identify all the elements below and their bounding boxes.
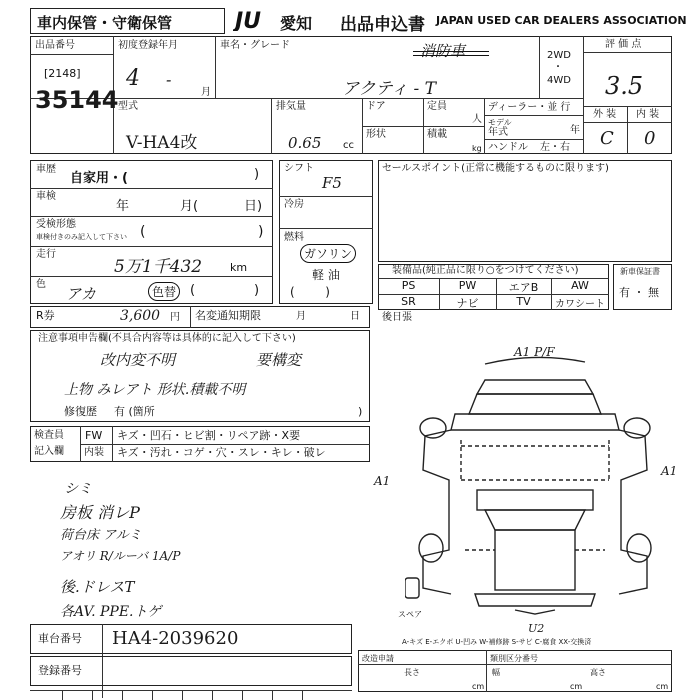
- dealer-label: ディーラー・並 行: [488, 102, 571, 113]
- car-name-struck: 消防車: [420, 42, 466, 60]
- lot-number: 35144: [35, 86, 119, 114]
- 2wd-option: 2WD: [547, 50, 571, 61]
- roof-outline: [477, 380, 593, 394]
- model-label: モデル: [488, 118, 512, 127]
- wheel-rear-right: [627, 534, 651, 562]
- width-unit: cm: [570, 682, 583, 691]
- diagram-note-left: A1: [374, 474, 391, 488]
- exterior-label: 外 装: [593, 109, 617, 120]
- color-open: (: [190, 283, 196, 298]
- color-change-option: 色替: [148, 282, 180, 301]
- notice-month: 月: [296, 311, 306, 322]
- length-unit: cm: [472, 682, 485, 691]
- equipment-label: 装備品(純正品に限り○をつけてください): [392, 265, 579, 276]
- first-registration-label: 初度登録年月: [118, 40, 178, 51]
- windshield-outline: [469, 394, 601, 414]
- history-close: ): [254, 167, 260, 182]
- cab-window-outline: [485, 510, 585, 530]
- equipment-tv: TV: [516, 295, 531, 308]
- handwritten-note-2: 房板 消レP: [60, 503, 140, 522]
- wheel-front-left: [420, 418, 446, 438]
- inspection-month: 月(: [180, 199, 199, 214]
- displacement-value: 0.65: [288, 134, 322, 152]
- spare-tire: [405, 578, 419, 598]
- equipment-sr: SR: [401, 295, 416, 308]
- diagram-note-right: A1: [661, 464, 678, 478]
- reception-label: 受検形態: [36, 219, 76, 230]
- chassis-number: HA4-2039620: [112, 628, 239, 649]
- svg-text:JU: JU: [235, 9, 262, 31]
- category-number-label: 類別区分番号: [490, 654, 538, 663]
- history-label: 車歴: [36, 164, 56, 175]
- diagram-note-top: A1 P/F: [514, 345, 555, 359]
- spare-label: スペア: [398, 610, 422, 619]
- year-label: 年式: [488, 127, 508, 138]
- km-unit: km: [230, 261, 248, 274]
- modification-label: 改造申請: [362, 654, 394, 663]
- door-label: ドア: [366, 101, 386, 112]
- first-registration-dash: -: [166, 70, 172, 89]
- fw-label: FW: [85, 429, 103, 442]
- width-label: 幅: [492, 668, 500, 677]
- handwritten-note-1: シミ: [64, 481, 92, 497]
- reception-close: ): [258, 224, 264, 240]
- inspector-label-1: 検査員: [34, 430, 64, 441]
- equipment-pw: PW: [458, 279, 477, 292]
- inspection-day: 日): [244, 199, 263, 214]
- handwritten-note-5: 後.ドレスT: [60, 578, 135, 596]
- inspection-year: 年: [116, 199, 130, 214]
- first-registration-value: 4: [126, 66, 140, 91]
- notice-day: 日: [350, 311, 360, 322]
- reception-open: (: [140, 224, 146, 240]
- wheel-rear-left: [419, 534, 443, 562]
- notice-deadline-label: 名変通知期限: [195, 309, 261, 322]
- rear-outline: [475, 594, 595, 606]
- body-shape-label: 形状: [366, 129, 386, 140]
- kg-unit: kg: [472, 144, 482, 153]
- ju-logo: [233, 9, 283, 31]
- exterior-grade: C: [600, 128, 614, 149]
- handwritten-note-4: アオリ R/ルーバ 1A/P: [60, 549, 181, 563]
- mileage-value: 5万1千432: [114, 257, 203, 277]
- person-unit: 人: [472, 114, 482, 125]
- cab-outline: [477, 490, 593, 510]
- body-left-outline: [423, 430, 451, 594]
- association-name: JAPAN USED CAR DEALERS ASSOCIATION: [436, 14, 687, 27]
- fuel-other: ( ): [290, 285, 330, 299]
- displacement-label: 排気量: [276, 101, 306, 112]
- interior-label: 内 装: [636, 109, 660, 120]
- yen-unit: 円: [170, 312, 180, 323]
- org-name: 愛知: [280, 14, 313, 33]
- notes-line-1a: 改内変不明: [100, 351, 176, 369]
- warranty-value: 有 ・ 無: [619, 286, 659, 299]
- fuel-label: 燃料: [284, 232, 304, 243]
- bed-outline: [495, 530, 575, 590]
- car-name-value: アクティ - T: [342, 79, 437, 99]
- color-label: 色: [36, 279, 46, 290]
- lot-number-label: 出品番号: [35, 40, 75, 51]
- 4wd-option: 4WD: [547, 75, 571, 86]
- chassis-label: 車台番号: [38, 632, 82, 645]
- fuel-gasoline: ガソリン: [300, 244, 356, 263]
- length-label: 長さ: [404, 668, 420, 677]
- notes-line-1b: 要構変: [256, 351, 302, 369]
- month-unit: 月: [201, 87, 211, 98]
- fuel-diesel: 軽 油: [312, 268, 340, 282]
- fw-items: キズ・凹石・ヒビ割・リペア跡・X要: [117, 429, 301, 442]
- hood-outline: [451, 414, 619, 430]
- body-right-outline: [619, 430, 647, 594]
- notes-line-2: 上物 みレアト 形状.積載不明: [64, 382, 246, 398]
- equipment-ps: PS: [401, 279, 416, 292]
- model-code-value: V-HA4改: [126, 133, 198, 153]
- score-value: 3.5: [605, 72, 644, 100]
- shift-value: F5: [322, 174, 342, 192]
- damage-arrow-bottom: [515, 610, 555, 614]
- diagram-note-bottom: U2: [528, 622, 545, 635]
- equipment-aw: AW: [571, 279, 589, 292]
- inspector-label-2: 記入欄: [34, 446, 64, 457]
- storage-note-box: [30, 8, 225, 34]
- color-value: アカ: [66, 285, 96, 303]
- height-label: 高さ: [590, 668, 606, 677]
- equipment-airbag: エアB: [508, 281, 539, 294]
- payload-label: 積載: [427, 129, 447, 140]
- height-unit: cm: [656, 682, 669, 691]
- handwritten-note-6: 各AV. PPE.トゲ: [60, 604, 162, 620]
- sales-point-box: [378, 160, 672, 262]
- notes-label: 注意事項申告欄(不具合内容等は具体的に記入して下さい): [38, 333, 296, 344]
- handle-label: ハンドル: [488, 142, 528, 153]
- recycle-value: 3,600: [120, 308, 161, 324]
- registration-label: 登録番号: [38, 664, 82, 677]
- repair-history-value: 有 (箇所: [114, 405, 155, 418]
- repair-history-close: ): [358, 405, 363, 418]
- reception-sub: 車検付きのみ記入して下さい: [36, 233, 127, 241]
- repair-history-label: 修復歴: [64, 405, 97, 418]
- year-unit: 年: [570, 125, 580, 136]
- lot-sub-number: [2148]: [44, 67, 81, 80]
- interior-grade: 0: [644, 128, 656, 149]
- car-damage-diagram: [405, 350, 665, 620]
- form-title: 出品申込書: [340, 15, 425, 35]
- score-label: 評 価 点: [605, 39, 642, 50]
- warranty-label: 新車保証書: [620, 267, 660, 276]
- interior-items-label: 内装: [84, 447, 104, 458]
- shift-label: シフト: [284, 163, 314, 174]
- recycle-label: R券: [36, 309, 55, 322]
- history-value: 自家用・(: [70, 171, 128, 186]
- color-close: ): [254, 283, 260, 298]
- cc-unit: cc: [343, 140, 354, 151]
- equipment-leather-seat: カワシート: [555, 299, 605, 310]
- wd-separator: ・: [553, 62, 563, 73]
- later-attach-label: 後日張: [382, 312, 412, 323]
- damage-legend: A-キズ E-エクボ U-凹み W-補修跡 S-サビ C-腐食 XX-交換済: [402, 638, 592, 646]
- car-name-label: 車名・グレード: [220, 40, 290, 51]
- sales-point-label: セールスポイント(正常に機能するものに限ります): [382, 163, 609, 174]
- capacity-label: 定員: [427, 101, 447, 112]
- cooler-label: 冷房: [284, 199, 304, 210]
- handle-value: 左・右: [540, 142, 570, 153]
- interior-items: キズ・汚れ・コゲ・穴・スレ・キレ・破レ: [117, 446, 326, 459]
- handwritten-note-3: 荷台床 アルミ: [60, 528, 142, 543]
- mileage-label: 走行: [36, 249, 56, 260]
- equipment-navi: ナビ: [456, 297, 479, 310]
- inspection-label: 車検: [36, 191, 56, 202]
- wheel-front-right: [624, 418, 650, 438]
- model-code-label: 型式: [118, 101, 138, 112]
- storage-note: 車内保管・守衛保管: [37, 14, 173, 32]
